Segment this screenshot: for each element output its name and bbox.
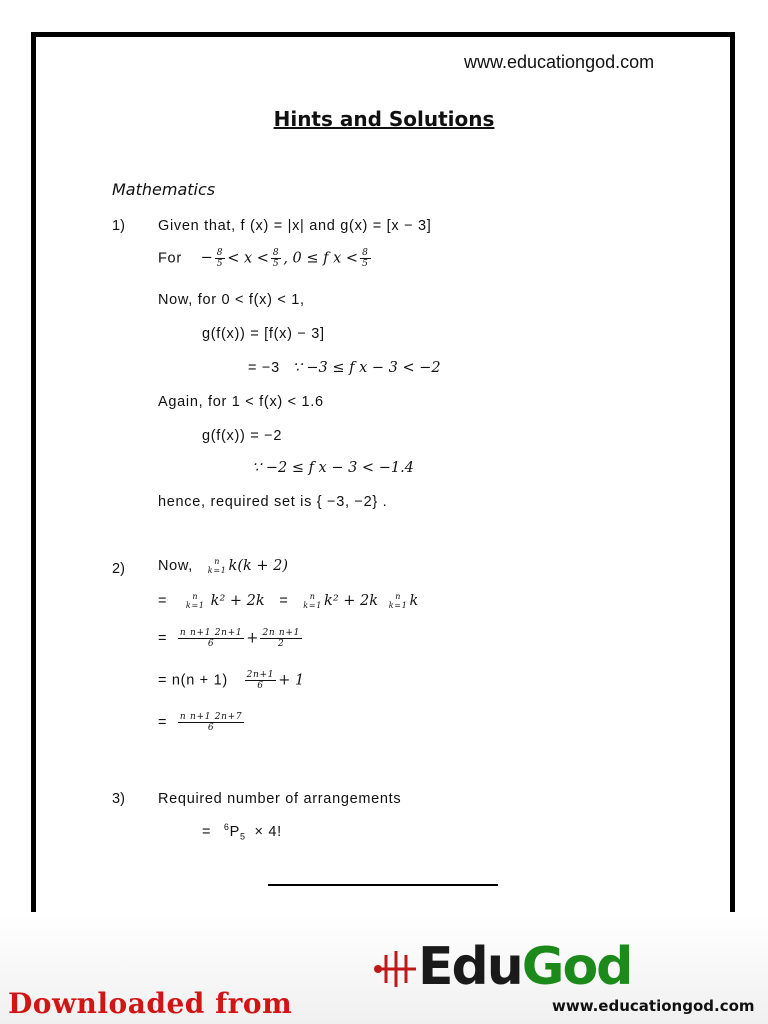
q1-gfx1: g(f(x)) = [f(x) − 3]: [202, 326, 325, 342]
q2-line1: [158, 557, 288, 575]
q1-frac-b: $\frac{8}{5}$: [272, 248, 280, 269]
logo-god: God: [521, 937, 632, 997]
trident-dot-icon: [374, 965, 382, 973]
q2-line2: [158, 592, 418, 610]
q2-frac-3: $\frac{2n+1}{6}$: [246, 670, 275, 691]
q2-number: 2): [112, 561, 125, 577]
q1-given: Given that, f (x) = |x| and g(x) = [x − 3]: [158, 218, 432, 234]
q2-l2c: k: [409, 593, 419, 609]
q2-line5: [158, 712, 246, 733]
q1-for-expr: < x <: [227, 250, 269, 267]
q2-sum-limits-2: n k=1: [185, 592, 205, 610]
edugod-logo-text: [418, 937, 631, 997]
q1-because1: ∵ −3 ≤ f x − 3 < −2: [292, 360, 441, 376]
q3-text: Required number of arrangements: [158, 791, 402, 807]
q2-plus: +: [246, 630, 259, 647]
header-url: www.educationgod.com: [464, 52, 655, 72]
q2-line4: [158, 670, 304, 691]
q2-frac-2: $\frac{\text{2n n+1}}{2}$: [262, 628, 301, 649]
q3-sup: 6: [223, 822, 230, 832]
q1-again: Again, for 1 < f(x) < 1.6: [158, 394, 324, 410]
q1-hence: hence, required set is { −3, −2} .: [158, 494, 388, 510]
q2-frac-4: $\frac{\text{n n+1 2n+7}}{6}$: [179, 712, 243, 733]
q1-frac-c: $\frac{8}{5}$: [362, 248, 369, 269]
q1-for-line: [158, 248, 373, 269]
q2-line3: [158, 628, 304, 649]
q3-sub: 5: [240, 831, 246, 842]
q1-frac-a: $\frac{8}{5}$: [216, 248, 224, 269]
q1-for-label: For: [158, 250, 182, 267]
q2-l4a: = n(n + 1): [158, 672, 228, 689]
q1-because2: ∵ −2 ≤ f x − 3 < −1.4: [252, 460, 414, 476]
q3-number: 3): [112, 791, 125, 807]
q2-eq-d: =: [158, 714, 168, 731]
q2-l4b: + 1: [278, 672, 305, 689]
q2-frac-1: $\frac{\text{n n+1 2n+1}}{6}$: [179, 628, 243, 649]
q1-neg: −: [200, 250, 213, 267]
logo-edu: Edu: [418, 937, 522, 997]
q2-l2b: k² + 2k: [324, 593, 379, 609]
q2-sum-limits-1: n k=1: [207, 557, 227, 575]
q1-for-expr2: , 0 ≤ f x <: [283, 250, 359, 267]
q1-eq-neg3-line: [248, 360, 441, 376]
q2-eq-a: =: [158, 593, 168, 609]
q1-now-for: Now, for 0 < f(x) < 1,: [158, 292, 305, 308]
downloaded-from-text: Downloaded from: [8, 987, 293, 1020]
q3-rest: × 4!: [254, 823, 282, 840]
q2-eq-b: =: [279, 593, 289, 609]
q1-eq-neg3: = −3: [248, 360, 280, 376]
q1-number: 1): [112, 218, 125, 234]
q3-eq: =: [202, 823, 212, 840]
footer-url: www.educationgod.com: [552, 997, 755, 1015]
q2-term1: k(k + 2): [228, 558, 289, 574]
q1-gfx2: g(f(x)) = −2: [202, 428, 283, 444]
q3-p: P: [229, 823, 240, 840]
footer-banner: [0, 915, 768, 1024]
subject-heading: Mathematics: [112, 180, 216, 199]
end-rule: [268, 884, 498, 886]
q2-l2a: k² + 2k: [210, 593, 265, 609]
q2-sum-limits-4: n k=1: [388, 592, 408, 610]
q2-eq-c: =: [158, 630, 168, 647]
q2-now: Now,: [158, 558, 194, 574]
q3-expr: [202, 822, 282, 842]
q2-sum-limits-3: n k=1: [303, 592, 323, 610]
page-title: Hints and Solutions: [273, 107, 495, 131]
